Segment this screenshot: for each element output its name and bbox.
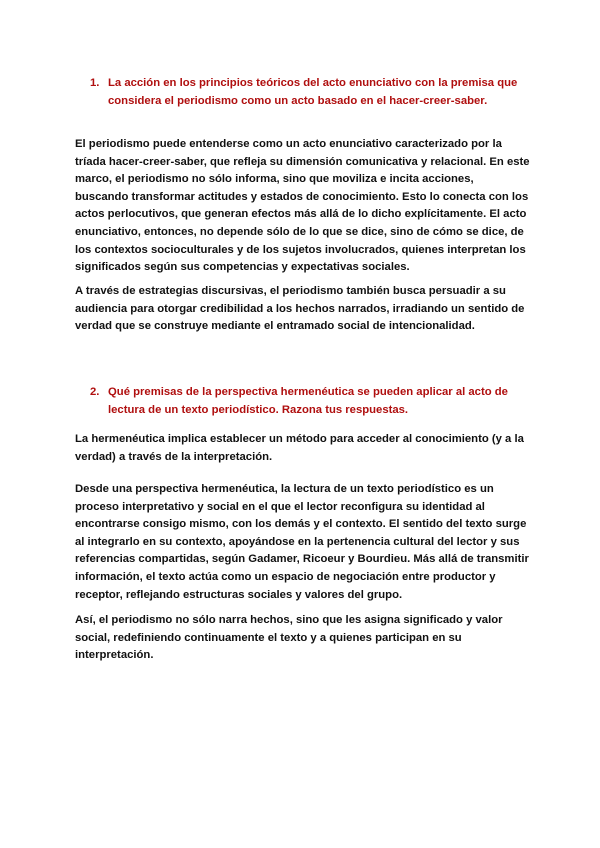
question-1 xyxy=(90,74,540,110)
question-1-text: La acción en los principios teóricos del acto enunciativo con la premisa que considera el periodismo como un acto basado en el hacer-creer-saber. xyxy=(108,77,518,107)
question-2-text: Qué premisas de la perspectiva hermenéutica se pueden aplicar al acto de lectura de un texto periodístico. Razona tus respuestas. xyxy=(108,386,508,416)
paragraph-2: A través de estrategias discursivas, el periodismo también busca persuadir a su audiencia para otorgar credibilidad a los hechos narrados, irradiando un sentido de verdad que se construye mediante el entramado social de intencionalidad. xyxy=(75,285,525,333)
paragraph-1: El periodismo puede entenderse como un acto enunciativo caracterizado por la tríada hacer-creer-saber, que refleja su dimensión comunicativa y relacional. En este marco, el periodismo no sólo informa, sino que moviliza e incita acciones, buscando transformar actitudes y estados de conocimiento. Esto lo conecta con los actos perlocutivos, que generan efectos más allá de lo dicho explícitamente. El acto enunciativo, entonces, no depende sólo de lo que se dice, sino de cómo se dice, de los contextos socioculturales y de los sujetos involucrados, quienes interpretan los significados según sus competencias y expectativas sociales. xyxy=(75,138,530,274)
paragraph-3: La hermenéutica implica establecer un método para acceder al conocimiento (y a la verdad) a través de la interpretación. xyxy=(75,433,524,463)
question-1-number: 1. xyxy=(90,77,100,89)
question-2-number: 2. xyxy=(90,386,100,398)
paragraph-4: Desde una perspectiva hermenéutica, la lectura de un texto periodístico es un proceso interpretativo y social en el que el lector reconfigura su identidad al encontrarse consigo mismo, con los demás y el contexto. El sentido del texto surge al integrarlo en su contexto, apoyándose en la pertenencia cultural del lector y sus referencias compartidas, según Gadamer, Ricoeur y Bourdieu. Más allá de transmitir información, el texto actúa como un espacio de negociación entre productor y receptor, reflejando estructuras sociales y valores del grupo. xyxy=(75,483,529,601)
question-2 xyxy=(90,383,540,419)
paragraph-5: Así, el periodismo no sólo narra hechos, sino que les asigna significado y valor social, redefiniendo continuamente el texto y a quienes participan en su interpretación. xyxy=(75,614,503,662)
